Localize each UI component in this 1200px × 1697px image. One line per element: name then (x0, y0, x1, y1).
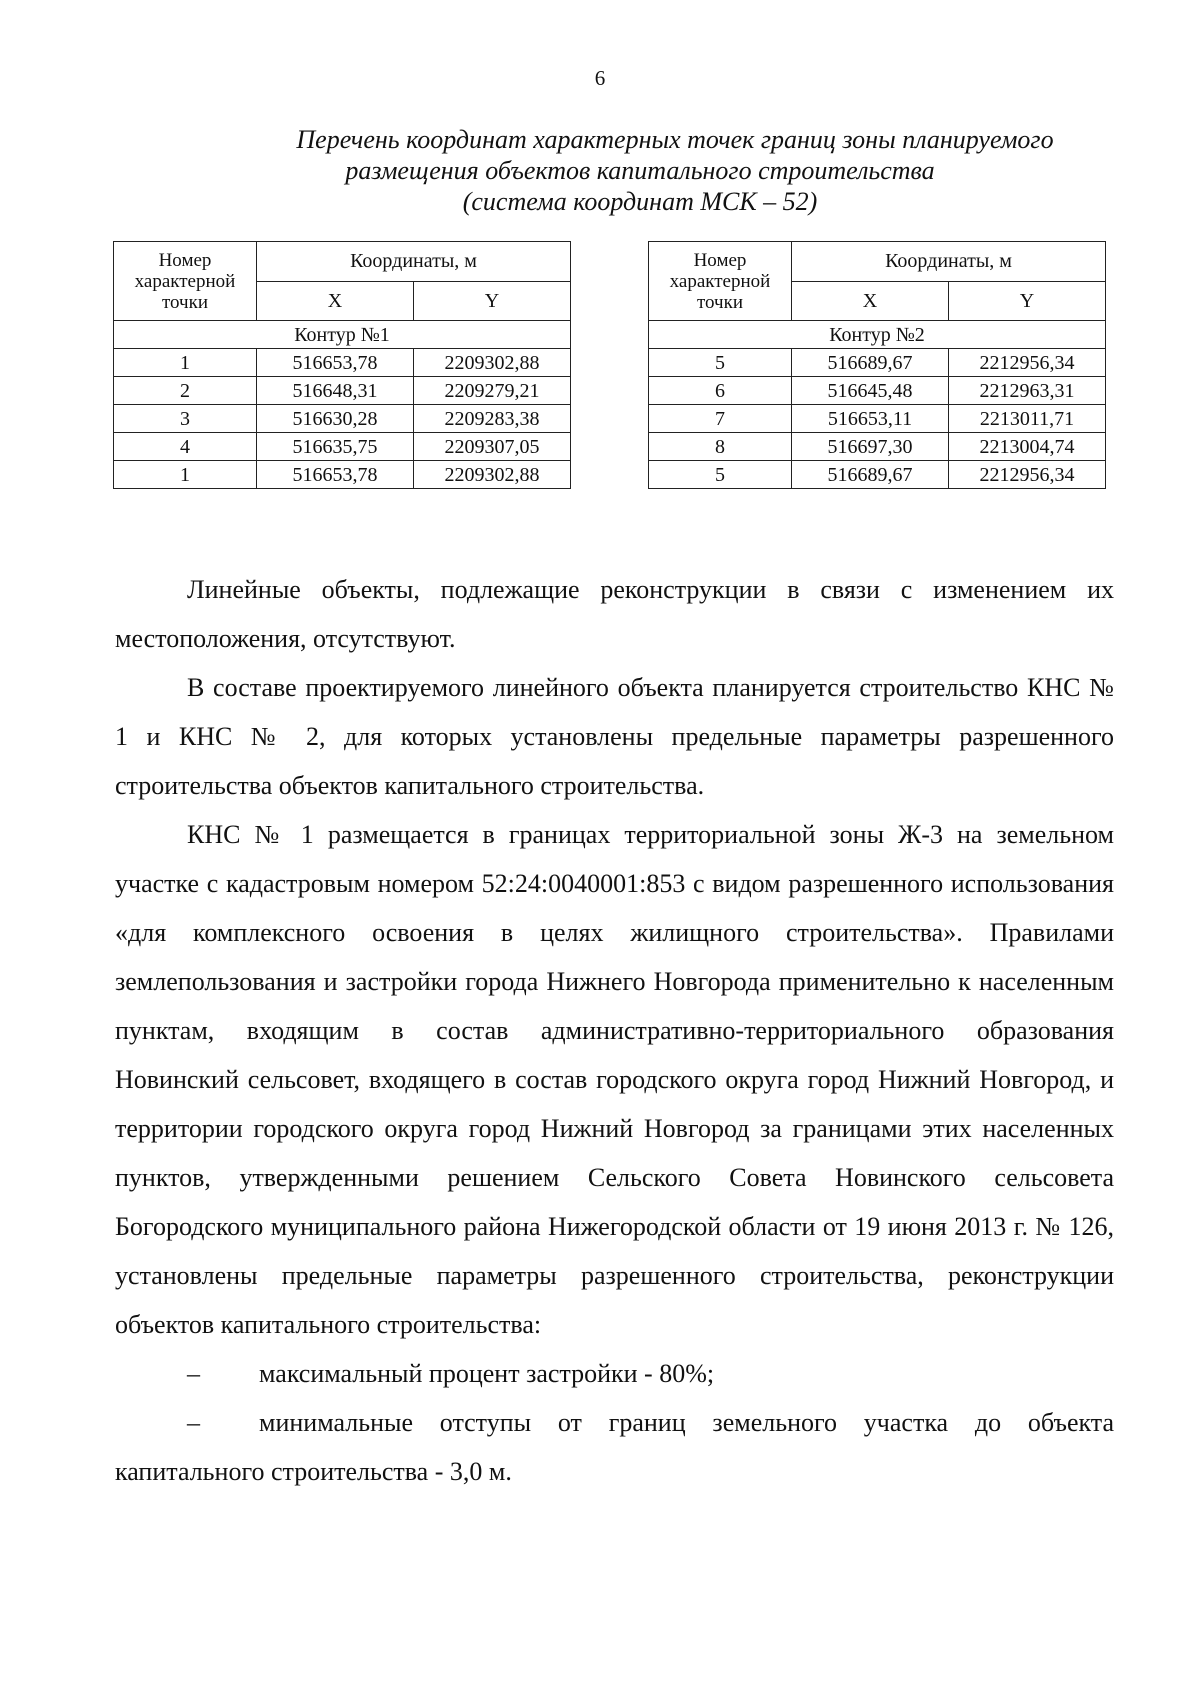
cell-y: 2209302,88 (414, 461, 571, 489)
heading-line-3: (система координат МСК – 52) (462, 187, 818, 216)
header-point-number: Номер характерной точки (649, 242, 792, 321)
contour-label: Контур №2 (649, 321, 1106, 349)
cell-point: 5 (649, 349, 792, 377)
cell-x: 516630,28 (257, 405, 414, 433)
list-item-text: минимальные отступы от границ земельного участка до объекта капитального строительства - 3,0 м. (115, 1408, 1114, 1486)
cell-y: 2212963,31 (949, 377, 1106, 405)
cell-x: 516653,78 (257, 461, 414, 489)
table-row (649, 377, 1106, 405)
header-point-number: Номер характерной точки (114, 242, 257, 321)
cell-x: 516648,31 (257, 377, 414, 405)
cell-x: 516653,78 (257, 349, 414, 377)
cell-x: 516635,75 (257, 433, 414, 461)
header-y: Y (949, 281, 1106, 321)
cell-point: 2 (114, 377, 257, 405)
cell-y: 2213004,74 (949, 433, 1106, 461)
list-marker: – (187, 1408, 200, 1437)
table-row (649, 461, 1106, 489)
document-body (115, 565, 1114, 1496)
paragraph: В составе проектируемого линейного объекта планируется строительство КНС № 1 и КНС № 2, для которых установлены предельные параметры разрешенного строительства объектов капитального строительства. (115, 673, 1114, 800)
header-x: X (257, 281, 414, 321)
list-item-text: максимальный процент застройки - 80%; (259, 1359, 715, 1388)
table-row (649, 405, 1106, 433)
cell-y: 2212956,34 (949, 461, 1106, 489)
cell-point: 7 (649, 405, 792, 433)
table-row (649, 433, 1106, 461)
table-row (114, 349, 571, 377)
contour-label: Контур №1 (114, 321, 571, 349)
cell-x: 516689,67 (792, 349, 949, 377)
cell-point: 6 (649, 377, 792, 405)
cell-x: 516645,48 (792, 377, 949, 405)
table-row (114, 377, 571, 405)
cell-x: 516689,67 (792, 461, 949, 489)
table-row (114, 433, 571, 461)
cell-point: 1 (114, 349, 257, 377)
paragraph: Линейные объекты, подлежащие реконструкции в связи с изменением их местоположения, отсутствуют. (115, 575, 1114, 653)
list-marker: – (187, 1359, 200, 1388)
cell-point: 4 (114, 433, 257, 461)
table-row (114, 405, 571, 433)
list-item (115, 1349, 1114, 1398)
cell-x: 516697,30 (792, 433, 949, 461)
header-x: X (792, 281, 949, 321)
heading-line-2: размещения объектов капитального строительства (345, 156, 935, 185)
cell-y: 2209279,21 (414, 377, 571, 405)
cell-point: 1 (114, 461, 257, 489)
list-item (115, 1398, 1114, 1496)
cell-x: 516653,11 (792, 405, 949, 433)
table-heading (200, 124, 1080, 217)
header-coordinates: Координаты, м (792, 242, 1106, 282)
cell-point: 5 (649, 461, 792, 489)
cell-y: 2209302,88 (414, 349, 571, 377)
table-row (114, 461, 571, 489)
cell-y: 2212956,34 (949, 349, 1106, 377)
cell-point: 8 (649, 433, 792, 461)
cell-y: 2213011,71 (949, 405, 1106, 433)
coordinates-table-contour-2 (648, 241, 1106, 489)
header-coordinates: Координаты, м (257, 242, 571, 282)
page-number: 6 (594, 66, 606, 90)
cell-point: 3 (114, 405, 257, 433)
cell-y: 2209283,38 (414, 405, 571, 433)
table-row (649, 349, 1106, 377)
heading-line-1: Перечень координат характерных точек границ зоны планируемого (296, 125, 1054, 154)
cell-y: 2209307,05 (414, 433, 571, 461)
header-y: Y (414, 281, 571, 321)
coordinates-table-contour-1 (113, 241, 571, 489)
paragraph: КНС № 1 размещается в границах территориальной зоны Ж-3 на земельном участке с кадастровым номером 52:24:0040001:853 с видом разрешенного использования «для комплексного освоения в целях жилищного строительства». Правилами землепользования и застройки города Нижнего Новгорода применительно к населенным пунктам, входящим в состав административно-территориального образования Новинский сельсовет, входящего в состав городского округа город Нижний Новгород, и территории городского округа город Нижний Новгород за границами этих населенных пунктов, утвержденными решением Сельского Совета Новинского сельсовета Богородского муниципального района Нижегородской области от 19 июня 2013 г. № 126, установлены предельные параметры разрешенного строительства, реконструкции объектов капитального строительства: (115, 820, 1114, 1339)
